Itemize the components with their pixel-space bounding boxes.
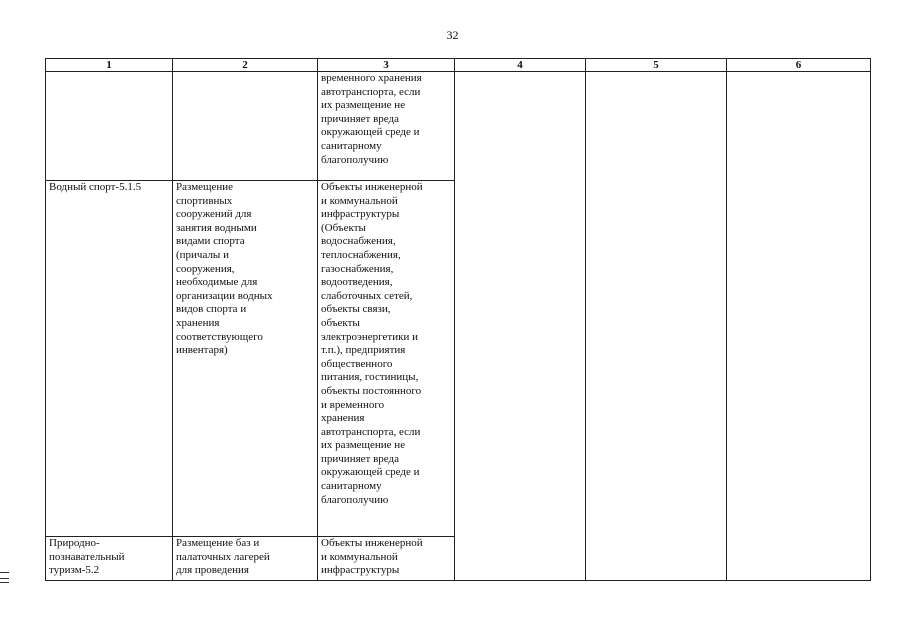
column-header-5: 5 (586, 59, 727, 72)
zoning-table (45, 58, 871, 581)
page-number: 32 (446, 28, 459, 42)
cell-description (173, 72, 318, 181)
cell-description: Размещение баз и палаточных лагерей для проведения (173, 537, 318, 581)
cell-use-type (46, 72, 173, 181)
cell-col-4 (455, 72, 586, 581)
cell-col-6 (727, 72, 871, 581)
margin-mark (0, 578, 9, 579)
cell-col-5 (586, 72, 727, 581)
column-header-4: 4 (455, 59, 586, 72)
cell-permitted-objects: временного хранения автотранспорта, если их размещение не причиняет вреда окружающей среде и санитарному благополучию (318, 72, 455, 181)
cell-permitted-objects: Объекты инженерной и коммунальной инфраструктуры (Объекты водоснабжения, теплоснабжения, газоснабжения, водоотведения, слаботочных сетей, объекты связи, объекты электроэнергетики и т.п.), предприятия общественного питания, гостиницы, объекты постоянного и временного хранения автотранспорта, если их размещение не причиняет вреда окружающей среде и санитарному благополучию (318, 181, 455, 537)
column-header-2: 2 (173, 59, 318, 72)
table-row (46, 72, 871, 181)
cell-description: Размещение спортивных сооружений для занятия водными видами спорта (причалы и сооружения, необходимые для организации водных видов спорта и хранения соответствующего инвентаря) (173, 181, 318, 537)
cell-use-type: Водный спорт-5.1.5 (46, 181, 173, 537)
cell-permitted-objects: Объекты инженерной и коммунальной инфраструктуры (318, 537, 455, 581)
table-header-row (46, 59, 871, 72)
cell-use-type: Природно- познавательный туризм-5.2 (46, 537, 173, 581)
margin-mark (0, 572, 9, 573)
margin-mark (0, 582, 9, 583)
column-header-1: 1 (46, 59, 173, 72)
column-header-3: 3 (318, 59, 455, 72)
column-header-6: 6 (727, 59, 871, 72)
